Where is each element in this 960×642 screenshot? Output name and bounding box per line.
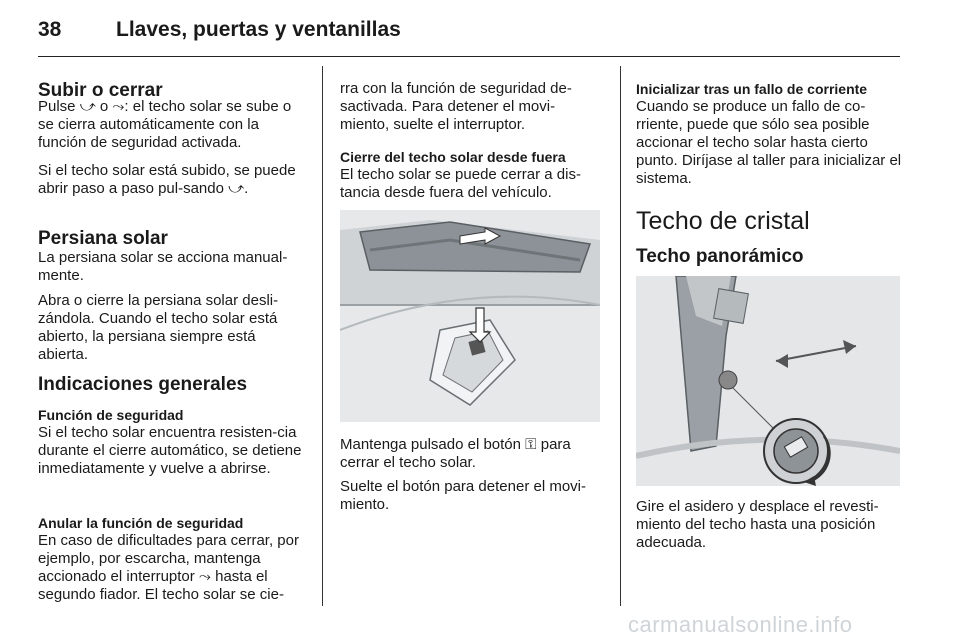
header-rule: [38, 56, 900, 57]
paragraph: rra con la función de seguridad de-sactivada. Para detener el movi-miento, suelte el interruptor.: [340, 80, 572, 133]
paragraph: Suelte el botón para detener el movi-miento.: [340, 478, 586, 513]
section-title-panoramic-roof: Techo panorámico: [636, 246, 804, 267]
figure-panoramic-handle: [636, 276, 900, 486]
paragraph: Si el techo solar encuentra resisten-cia durante el cierre automático, se detiene inmediatamente y vuelve a abrirse.: [38, 424, 302, 477]
paragraph: El techo solar se puede cerrar a dis-tancia desde fuera del vehículo.: [340, 166, 581, 201]
watermark: carmanualsonline.info: [628, 612, 853, 637]
column-divider-1: [322, 66, 323, 606]
section-title-sun-blind: Persiana solar: [38, 228, 168, 249]
subsection-title-close-outside: Cierre del techo solar desde fuera: [340, 149, 566, 165]
panoramic-roof-illustration: [636, 276, 900, 486]
page-number: 38: [38, 18, 62, 41]
section-title-raise-close: Subir o cerrar: [38, 80, 163, 101]
subsection-title-initialize: Inicializar tras un fallo de corriente: [636, 81, 868, 97]
paragraph: La persiana solar se acciona manual-mente.: [38, 249, 288, 284]
subsection-title-safety: Función de seguridad: [38, 407, 184, 423]
key-fob-illustration: [340, 210, 600, 422]
paragraph: Pulse ⤻ o ⤳: el techo solar se sube o se cierra automáticamente con la función de seguridad activada.: [38, 98, 292, 151]
figure-caption: Mantenga pulsado el botón ⚿ para cerrar el techo solar.: [340, 436, 571, 471]
column-divider-2: [620, 66, 621, 606]
figure-caption: Gire el asidero y desplace el revesti-miento del techo hasta una posición adecuada.: [636, 498, 879, 551]
figure-key-fob: [340, 210, 600, 422]
page-title: Llaves, puertas y ventanillas: [116, 18, 401, 41]
section-title-glass-roof: Techo de cristal: [636, 207, 810, 235]
paragraph: Abra o cierre la persiana solar desli-zándola. Cuando el techo solar está abierto, la persiana siempre está abierta.: [38, 292, 279, 363]
paragraph: Cuando se produce un fallo de co-rriente, puede que sólo sea posible accionar el techo solar hasta cierto punto. Diríjase al taller para inicializar el sistema.: [636, 98, 902, 187]
paragraph: Si el techo solar está subido, se puede abrir paso a paso pul-sando ⤻.: [38, 162, 296, 197]
subsection-title-override: Anular la función de seguridad: [38, 515, 244, 531]
section-title-general-notes: Indicaciones generales: [38, 374, 248, 395]
paragraph: En caso de dificultades para cerrar, por ejemplo, por escarcha, mantenga accionado el interruptor ⤳ hasta el segundo fiador. El techo solar se cie-: [38, 532, 299, 603]
